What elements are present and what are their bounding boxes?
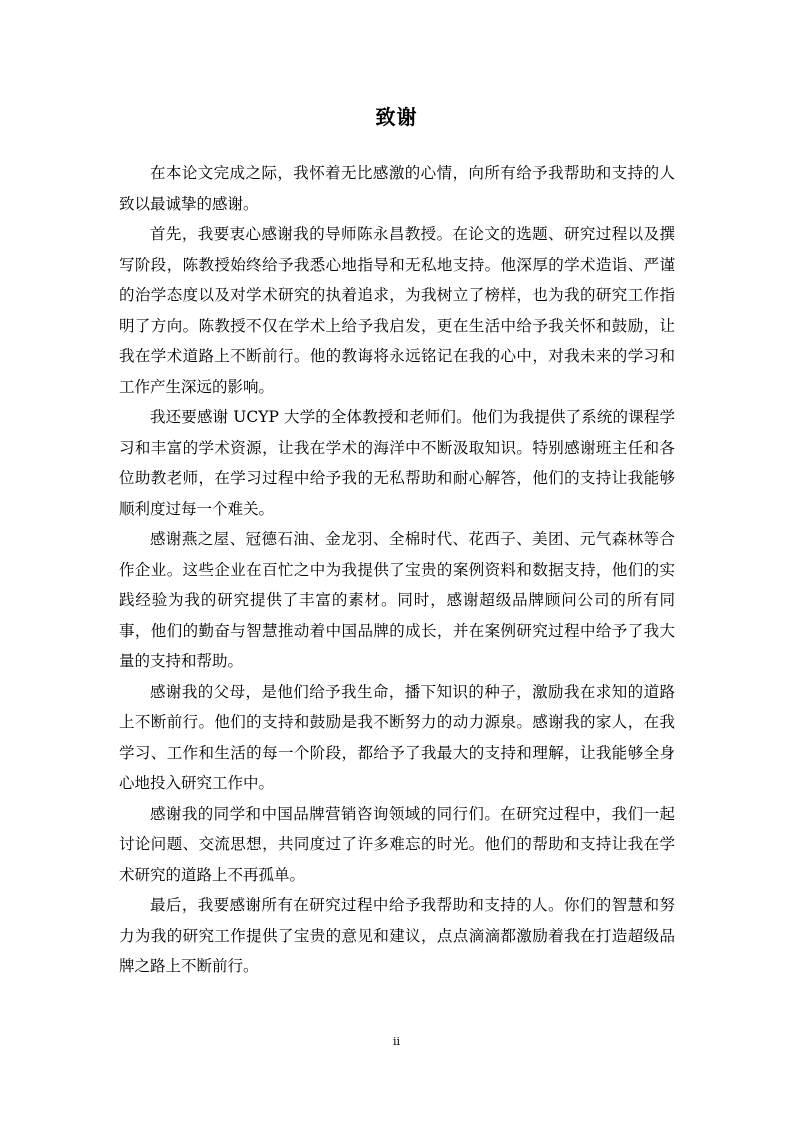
paragraph-closing: 最后，我要感谢所有在研究过程中给予我帮助和支持的人。你们的智慧和努力为我的研究工作提供了宝贵的意见和建议，点点滴滴都激励着我在打造超级品牌之路上不断前行。 xyxy=(119,896,675,975)
paragraph-family: 感谢我的父母，是他们给予我生命，播下知识的种子，激励我在求知的道路上不断前行。他们的支持和鼓励是我不断努力的动力源泉。感谢我的家人，在我学习、工作和生活的每一个阶段，都给予了我最大的支持和理解，让我能够全身心地投入研究工作中。 xyxy=(119,682,675,792)
paragraph-advisor: 首先，我要衷心感谢我的导师陈永昌教授。在论文的选题、研究过程以及撰写阶段，陈教授始终给予我悉心地指导和无私地支持。他深厚的学术造诣、严谨的治学态度以及对学术研究的执着追求，为我树立了榜样，也为我的研究工作指明了方向。陈教授不仅在学术上给予我启发，更在生活中给予我关怀和鼓励，让我在学术道路上不断前行。他的教诲将永远铭记在我的心中，对我未来的学习和工作产生深远的影响。 xyxy=(119,225,675,396)
paragraph-university: 我还要感谢 UCYP 大学的全体教授和老师们。他们为我提供了系统的课程学习和丰富的学术资源，让我在学术的海洋中不断汲取知识。特别感谢班主任和各位助教老师，在学习过程中给予我的无私帮助和耐心解答，他们的支持让我能够顺利度过每一个难关。 xyxy=(119,408,675,518)
paragraph-intro: 在本论文完成之际，我怀着无比感激的心情，向所有给予我帮助和支持的人致以最诚挚的感谢。 xyxy=(119,164,675,213)
paragraph-classmates: 感谢我的同学和中国品牌营销咨询领域的同行们。在研究过程中，我们一起讨论问题、交流思想，共同度过了许多难忘的时光。他们的帮助和支持让我在学术研究的道路上不再孤单。 xyxy=(119,804,675,884)
page-title: 致谢 xyxy=(375,105,418,129)
page-number: ii xyxy=(392,1035,401,1048)
paragraph-partner-companies: 感谢燕之屋、冠德石油、金龙羽、全棉时代、花西子、美团、元气森林等合作企业。这些企业在百忙之中为我提供了宝贵的案例资料和数据支持，他们的实践经验为我的研究提供了丰富的素材。同时，感谢超级品牌顾问公司的所有同事，他们的勤奋与智慧推动着中国品牌的成长，并在案例研究过程中给予了我大量的支持和帮助。 xyxy=(119,530,675,670)
acknowledgement-body xyxy=(119,158,675,982)
